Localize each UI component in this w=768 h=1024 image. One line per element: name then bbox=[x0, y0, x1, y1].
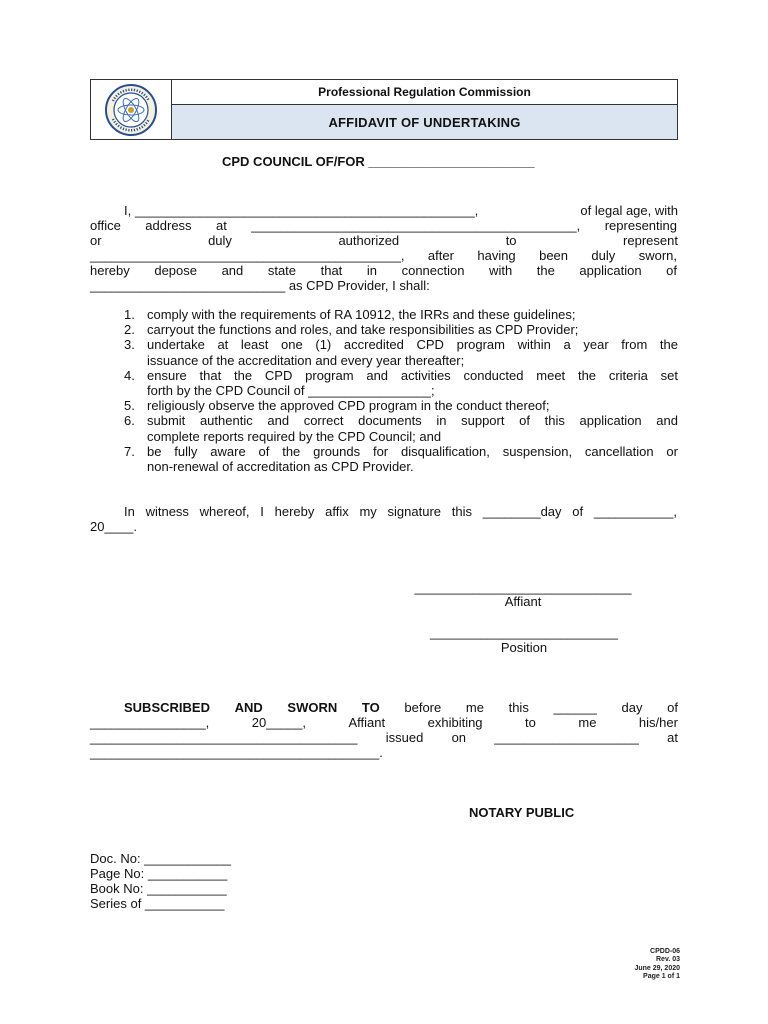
form-code: CPDD-06 bbox=[650, 948, 680, 955]
word: to bbox=[505, 233, 517, 248]
intro-legal-age: of legal age, with bbox=[580, 203, 678, 218]
list-item-text: forth by the CPD Council of _________________; bbox=[147, 383, 435, 399]
affiant-label: Affiant bbox=[504, 594, 542, 609]
intro-line-5: hereby depose and state that in connection with the application of bbox=[90, 263, 677, 278]
word: to bbox=[525, 715, 536, 730]
intro-i: I, bbox=[124, 203, 132, 218]
jurat-line-2 bbox=[90, 715, 678, 730]
list-item-number: 7. bbox=[124, 443, 135, 459]
word: before bbox=[404, 700, 442, 715]
undertaking-list bbox=[90, 307, 678, 474]
doc-no: Doc. No: ____________ bbox=[90, 851, 231, 866]
book-no: Book No: ___________ bbox=[90, 881, 227, 896]
list-item-number: 4. bbox=[124, 367, 135, 383]
word: SWORN bbox=[287, 700, 338, 715]
page-no: Page No: ___________ bbox=[90, 866, 228, 881]
list-item-number: 6. bbox=[124, 413, 135, 429]
word: at bbox=[667, 730, 678, 745]
word: authorized bbox=[338, 233, 400, 248]
list-item-text: undertake at least one (1) accredited CPD program within a year from the bbox=[147, 337, 678, 353]
word: on bbox=[451, 730, 467, 745]
header-table bbox=[90, 79, 678, 140]
list-item bbox=[90, 307, 678, 322]
revision-date: June 29, 2020 bbox=[634, 964, 680, 972]
list-item-text: religiously observe the approved CPD program in the conduct thereof; bbox=[147, 398, 550, 414]
jurat-line-3 bbox=[90, 730, 678, 745]
list-item-number: 5. bbox=[124, 398, 135, 414]
list-item bbox=[90, 444, 678, 474]
word: TO bbox=[361, 700, 380, 715]
word: AND bbox=[234, 700, 263, 715]
intro-line-4: ___________________________________________, after having been duly sworn, bbox=[90, 248, 677, 263]
list-item bbox=[90, 322, 678, 337]
notary-public-label: NOTARY PUBLIC bbox=[469, 805, 575, 820]
word: Affiant bbox=[348, 715, 386, 730]
intro-line-2: office address at _____________________________________________, representing bbox=[90, 218, 677, 233]
intro-line-3 bbox=[90, 233, 678, 248]
word: ________________, bbox=[90, 715, 210, 730]
list-item bbox=[90, 413, 678, 443]
intro-line-1 bbox=[90, 203, 678, 218]
logo-cell bbox=[91, 80, 172, 139]
revision: Rev. 03 bbox=[656, 956, 680, 964]
document-title: AFFIDAVIT OF UNDERTAKING bbox=[172, 105, 677, 139]
word: _____________________________________ bbox=[90, 730, 358, 745]
position-label: Position bbox=[500, 640, 548, 655]
word: day bbox=[621, 700, 643, 715]
council-line: CPD COUNCIL OF/FOR _______________________ bbox=[222, 154, 535, 169]
list-item-text: carryout the functions and roles, and take responsibilities as CPD Provider; bbox=[147, 322, 579, 338]
list-item-number: 1. bbox=[124, 307, 135, 322]
witness-text: In witness whereof, I hereby affix my signature this ________day of ___________, bbox=[124, 504, 677, 519]
list-item-text: submit authentic and correct documents in support of this application and bbox=[147, 413, 678, 429]
prc-seal-icon bbox=[104, 83, 158, 137]
witness-line-2: 20____. bbox=[90, 519, 137, 534]
jurat-line-4: ________________________________________. bbox=[90, 745, 383, 760]
word: this bbox=[508, 700, 529, 715]
word: represent bbox=[623, 233, 678, 248]
list-item-text: be fully aware of the grounds for disqualification, suspension, cancellation or bbox=[147, 443, 678, 459]
word: SUBSCRIBED bbox=[124, 700, 210, 715]
list-item bbox=[90, 368, 678, 398]
name-blank: _______________________________________________, bbox=[134, 203, 479, 218]
list-item bbox=[90, 337, 678, 367]
witness-line-1 bbox=[90, 504, 677, 519]
word: ______ bbox=[553, 700, 597, 715]
word: issued bbox=[385, 730, 424, 745]
page-number: Page 1 of 1 bbox=[643, 972, 680, 980]
list-item-text: comply with the requirements of RA 10912, the IRRs and these guidelines; bbox=[147, 307, 576, 322]
affiant-signature-line: ______________________________ bbox=[414, 580, 632, 595]
word: 20_____, bbox=[251, 715, 307, 730]
list-item-number: 3. bbox=[124, 337, 135, 353]
word: duly bbox=[208, 233, 232, 248]
list-item-number: 2. bbox=[124, 322, 135, 338]
series-of: Series of ___________ bbox=[90, 896, 225, 911]
word: me bbox=[578, 715, 597, 730]
intro-line-6: ___________________________ as CPD Provider, I shall: bbox=[90, 278, 430, 293]
list-item bbox=[90, 398, 678, 413]
word: or bbox=[90, 233, 102, 248]
word: exhibiting bbox=[427, 715, 483, 730]
list-item-text: non-renewal of accreditation as CPD Provider. bbox=[147, 459, 414, 475]
list-item-text: issuance of the accreditation and every year thereafter; bbox=[147, 352, 465, 368]
word: me bbox=[465, 700, 484, 715]
word: ____________________ bbox=[494, 730, 639, 745]
org-name: Professional Regulation Commission bbox=[172, 80, 677, 105]
position-line: __________________________ bbox=[430, 625, 618, 640]
word: his/her bbox=[638, 715, 678, 730]
jurat-line-1 bbox=[90, 700, 678, 715]
form-footer bbox=[634, 948, 680, 981]
list-item-text: ensure that the CPD program and activities conducted meet the criteria set bbox=[147, 367, 678, 383]
list-item-text: complete reports required by the CPD Council; and bbox=[147, 428, 442, 444]
word: of bbox=[667, 700, 678, 715]
